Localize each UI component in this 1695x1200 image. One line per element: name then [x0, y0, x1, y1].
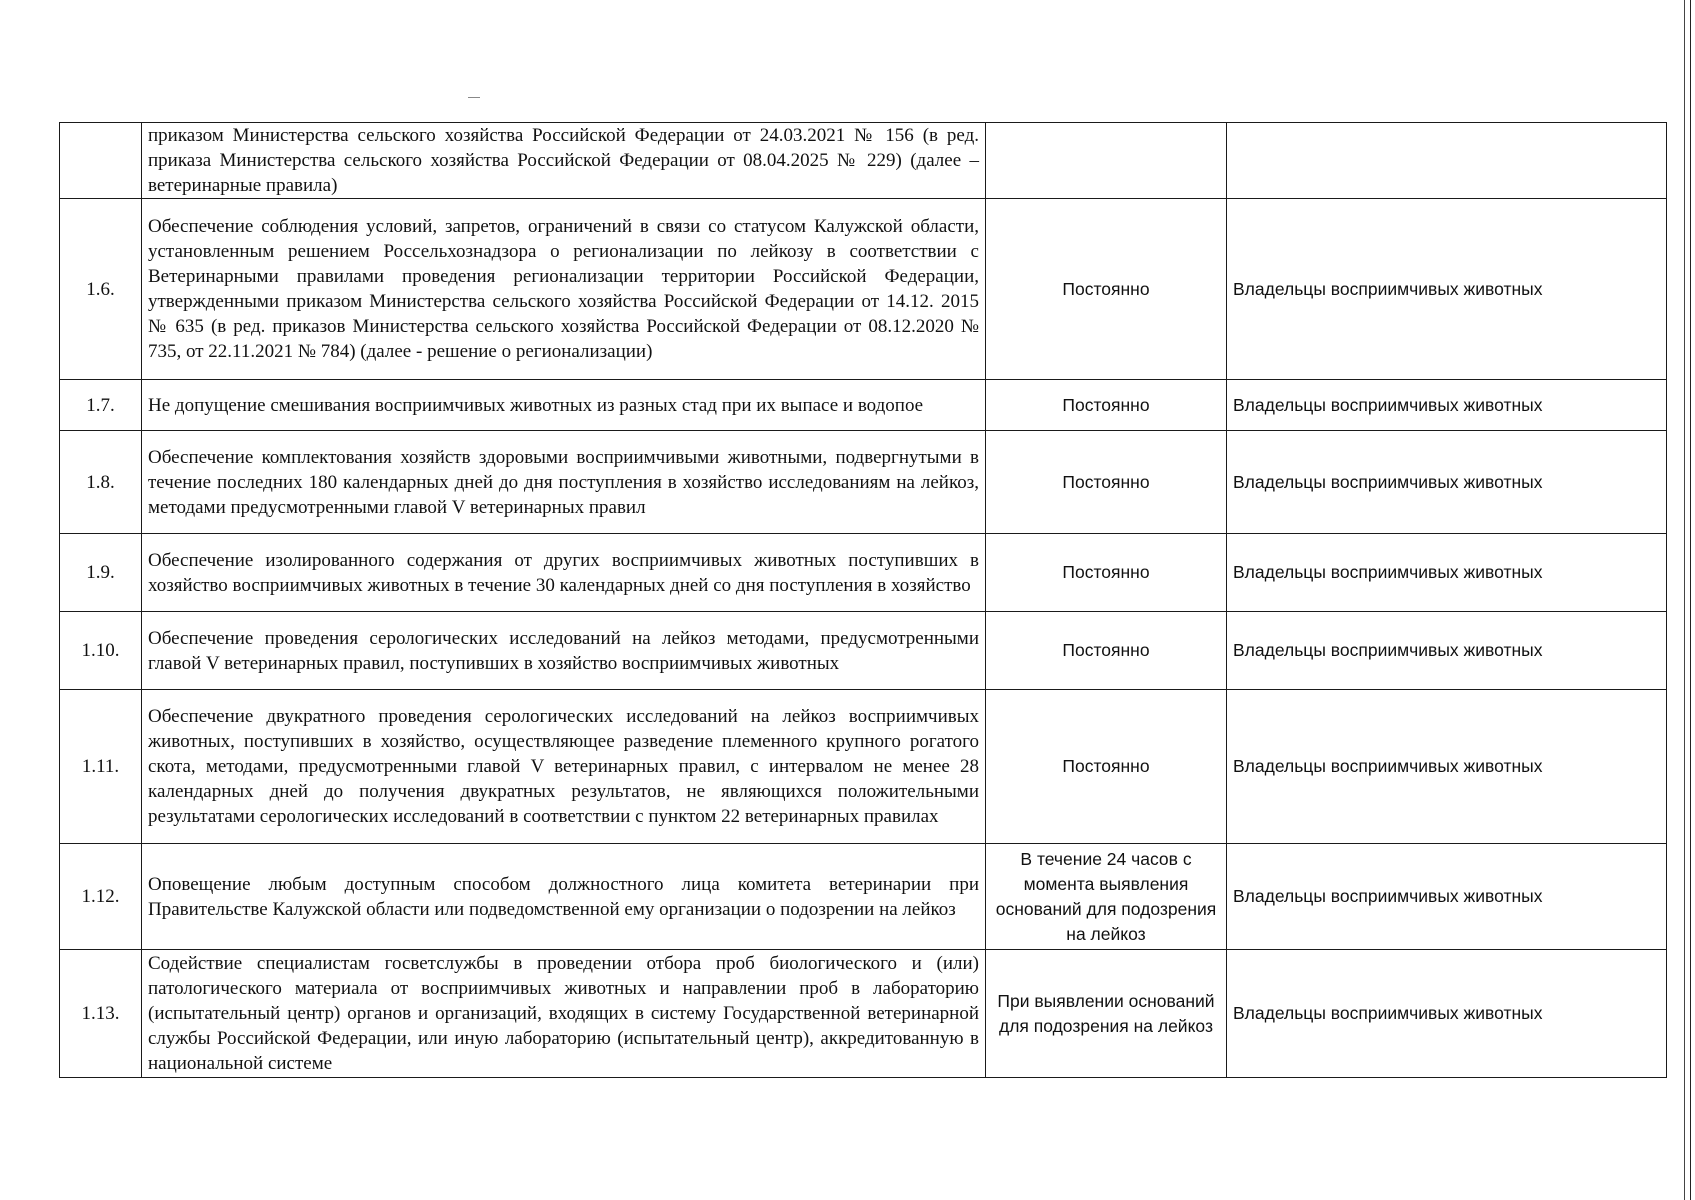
table-row — [60, 431, 1667, 534]
page-edge-line — [1690, 0, 1691, 1200]
measure-text: приказом Министерства сельского хозяйства Российской Федерации от 24.03.2021 № 156 (в ред. приказа Министерства сельского хозяйства Российской Федерации от 08.04.2025 № 229) (далее – ветеринарные правила) — [142, 123, 986, 199]
row-number: 1.13. — [60, 950, 142, 1078]
measure-responsible: Владельцы восприимчивых животных — [1227, 844, 1667, 950]
measure-responsible: Владельцы восприимчивых животных — [1227, 380, 1667, 431]
measure-responsible: Владельцы восприимчивых животных — [1227, 534, 1667, 612]
table-row — [60, 123, 1667, 199]
table-row — [60, 380, 1667, 431]
measure-text: Содействие специалистам госветслужбы в проведении отбора проб биологического и (или) патологического материала от восприимчивых животных и направлении проб в лабораторию (испытательный центр) органов и организаций, входящих в систему Государственной ветеринарной службы Российской Федерации, или иную лабораторию (испытательный центр), аккредитованную в национальной системе — [142, 950, 986, 1078]
table-row — [60, 534, 1667, 612]
table-row — [60, 199, 1667, 380]
measure-text: Обеспечение двукратного проведения серологических исследований на лейкоз восприимчивых животных, поступивших в хозяйство, осуществляющее разведение племенного крупного рогатого скота, методами, предусмотренными главой V ветеринарных правил, с интервалом не менее 28 календарных дней до получения двукратных результатов, не являющихся положительными результатами серологических исследований в соответствии с пунктом 22 ветеринарных правилах — [142, 690, 986, 844]
measure-deadline: Постоянно — [986, 199, 1227, 380]
measure-deadline: Постоянно — [986, 534, 1227, 612]
page-edge-line-inner — [1684, 0, 1685, 1200]
measure-responsible: Владельцы восприимчивых животных — [1227, 612, 1667, 690]
table-row — [60, 844, 1667, 950]
measure-text: Не допущение смешивания восприимчивых животных из разных стад при их выпасе и водопое — [142, 380, 986, 431]
table-row — [60, 690, 1667, 844]
measure-text: Обеспечение комплектования хозяйств здоровыми восприимчивыми животными, подвергнутыми в течение последних 180 календарных дней до дня поступления в хозяйство исследованиям на лейкоз, методами предусмотренными главой V ветеринарных правил — [142, 431, 986, 534]
scan-speck — [468, 97, 480, 98]
measure-deadline: В течение 24 часов с момента выявления оснований для подозрения на лейкоз — [986, 844, 1227, 950]
measure-deadline: При выявлении оснований для подозрения на лейкоз — [986, 950, 1227, 1078]
row-number: 1.6. — [60, 199, 142, 380]
measures-table-body — [60, 123, 1667, 1078]
table-row — [60, 950, 1667, 1078]
measure-text: Оповещение любым доступным способом должностного лица комитета ветеринарии при Правительстве Калужской области или подведомственной ему организации о подозрении на лейкоз — [142, 844, 986, 950]
measure-deadline: Постоянно — [986, 690, 1227, 844]
measure-text: Обеспечение соблюдения условий, запретов, ограничений в связи со статусом Калужской области, установленным решением Россельхознадзора о регионализации по лейкозу в соответствии с Ветеринарными правилами проведения регионализации территории Российской Федерации, утвержденными приказом Министерства сельского хозяйства Российской Федерации от 14.12. 2015 № 635 (в ред. приказов Министерства сельского хозяйства Российской Федерации от 08.12.2020 № 735, от 22.11.2021 № 784) (далее - решение о регионализации) — [142, 199, 986, 380]
measure-responsible: Владельцы восприимчивых животных — [1227, 199, 1667, 380]
measure-responsible — [1227, 123, 1667, 199]
table-row — [60, 612, 1667, 690]
measures-table — [59, 122, 1667, 1078]
measure-text: Обеспечение проведения серологических исследований на лейкоз методами, предусмотренными главой V ветеринарных правил, поступивших в хозяйство восприимчивых животных — [142, 612, 986, 690]
measure-text: Обеспечение изолированного содержания от других восприимчивых животных поступивших в хозяйство восприимчивых животных в течение 30 календарных дней со дня поступления в хозяйство — [142, 534, 986, 612]
measure-deadline: Постоянно — [986, 612, 1227, 690]
measure-responsible: Владельцы восприимчивых животных — [1227, 431, 1667, 534]
measure-responsible: Владельцы восприимчивых животных — [1227, 690, 1667, 844]
measure-deadline: Постоянно — [986, 431, 1227, 534]
measure-deadline — [986, 123, 1227, 199]
measure-responsible: Владельцы восприимчивых животных — [1227, 950, 1667, 1078]
row-number: 1.10. — [60, 612, 142, 690]
measure-deadline: Постоянно — [986, 380, 1227, 431]
row-number: 1.12. — [60, 844, 142, 950]
row-number: 1.7. — [60, 380, 142, 431]
row-number — [60, 123, 142, 199]
row-number: 1.11. — [60, 690, 142, 844]
row-number: 1.9. — [60, 534, 142, 612]
row-number: 1.8. — [60, 431, 142, 534]
